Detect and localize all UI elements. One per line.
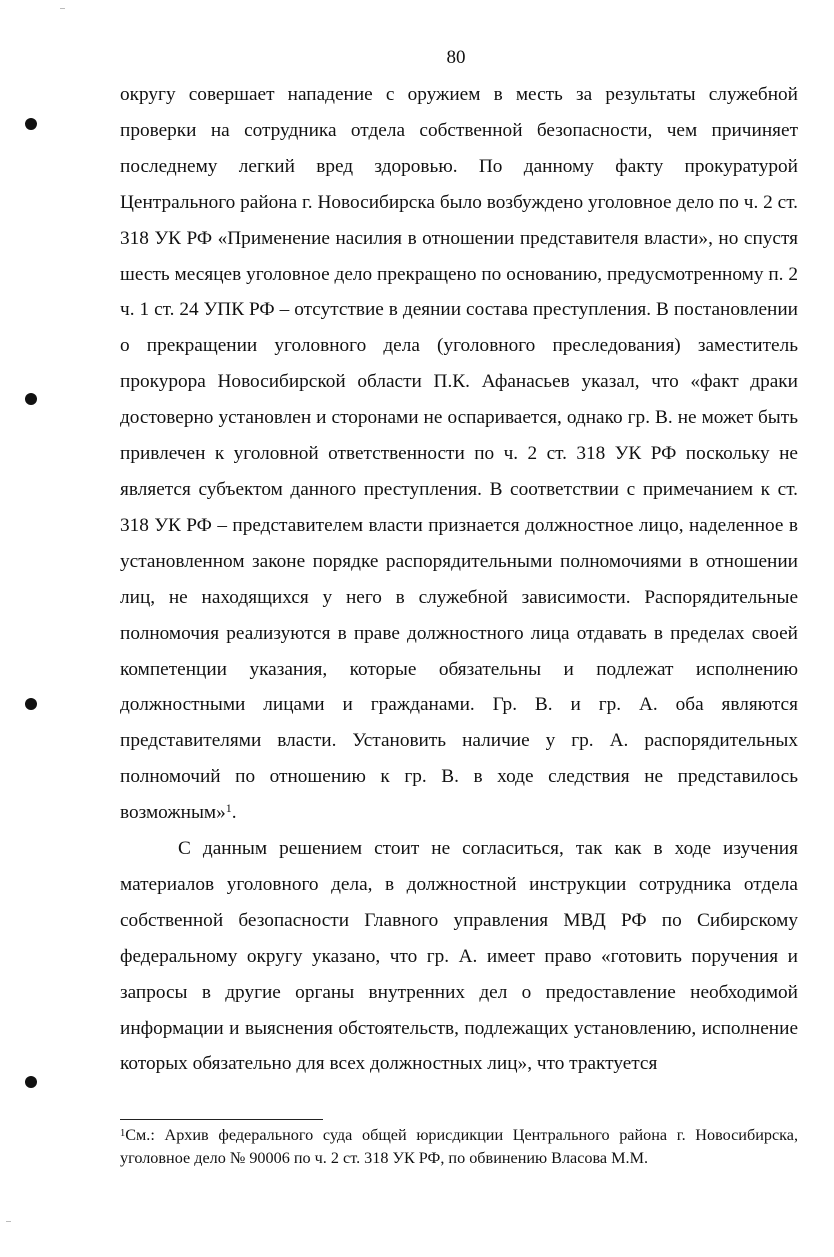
footnote-reference: 1 (225, 801, 232, 816)
body-text (120, 77, 798, 1082)
paragraph-continued: округу совершает нападение с оружием в месть за результаты служебной проверки на сотрудника отдела собственной безопасности, чем причиняет последнему легкий вред здоровью. По данному факту прокуратурой Центрального района г. Новосибирска было возбуждено уголовное дело по ч. 2 ст. 318 УК РФ «Применение насилия в отношении представителя власти», но спустя шесть месяцев уголовное дело прекращено по основанию, предусмотренному п. 2 ч. 1 ст. 24 УПК РФ – отсутствие в деянии состава преступления. В постановлении о прекращении уголовного дела (уголовного преследования) заместитель прокурора Новосибирской области П.К. Афанасьев указал, что «факт драки достоверно установлен и сторонами не оспаривается, однако гр. В. не может быть привлечен к уголовной ответственности по ч. 2 ст. 318 УК РФ поскольку не является субъектом данного преступления. В соответствии с примечанием к ст. 318 УК РФ – представителем власти признается должностное лицо, наделенное в установленном законе порядке распорядительными полномочиями в отношении лиц, не находящихся у него в служебной зависимости. Распорядительные полномочия реализуются в праве должностного лица отдавать в пределах своей компетенции указания, которые обязательны и подлежат исполнению должностными лицами и гражданами. Гр. В. и гр. А. оба являются представителями власти. Установить наличие у гр. А. распорядительных полномочий по отношению к гр. В. в ходе следствия не представилось возможным»$^1$. (120, 84, 798, 824)
footnote-text: См.: Архив федерального суда общей юрисдикции Центрального района г. Новосибирска, уголовное дело № 90006 по ч. 2 ст. 318 УК РФ, по обвинению Власова М.М. (120, 1126, 798, 1167)
scan-mark (6, 1221, 11, 1222)
punch-hole (25, 118, 37, 130)
footnote (120, 1124, 798, 1170)
scan-mark (60, 8, 65, 9)
punch-hole (25, 698, 37, 710)
footnote-separator (120, 1119, 323, 1120)
punch-hole (25, 1076, 37, 1088)
paragraph-text: С данным решением стоит не согласиться, так как в ходе изучения материалов уголовного дела, в должностной инструкции сотрудника отдела собственной безопасности Главного управления МВД РФ по Сибирскому федеральному округу указано, что гр. А. имеет право «готовить поручения и запросы в другие органы внутренних дел о предоставление необходимой информации и выяснения обстоятельств, подлежащих установлению, исполнение которых обязательно для всех должностных лиц», что трактуется (120, 838, 798, 1075)
page-number: 80 (446, 47, 466, 68)
paragraph-text: округу совершает нападение с оружием в месть за результаты служебной проверки на сотрудника отдела собственной безопасности, чем причиняет последнему легкий вред здоровью. По данному факту прокуратурой Центрального района г. Новосибирска было возбуждено уголовное дело по ч. 2 ст. 318 УК РФ «Применение насилия в отношении представителя власти», но спустя шесть месяцев уголовное дело прекращено по основанию, предусмотренному п. 2 ч. 1 ст. 24 УПК РФ – отсутствие в деянии состава преступления. В постановлении о прекращении уголовного дела (уголовного преследования) заместитель прокурора Новосибирской области П.К. Афанасьев указал, что «факт драки достоверно установлен и сторонами не оспаривается, однако гр. В. не может быть привлечен к уголовной ответственности по ч. 2 ст. 318 УК РФ поскольку не является субъектом данного преступления. В соответствии с примечанием к ст. 318 УК РФ – представителем власти признается должностное лицо, наделенное в установленном законе порядке распорядительными полномочиями в отношении лиц, не находящихся у него в служебной зависимости. Распорядительные полномочия реализуются в праве должностного лица отдавать в пределах своей компетенции указания, которые обязательны и подлежат исполнению должностными лицами и гражданами. Гр. В. и гр. А. оба являются представителями власти. Установить наличие у гр. А. распорядительных полномочий по отношению к гр. В. в ходе следствия не представилось возможным» (120, 84, 798, 824)
footnote-marker: 1 (120, 1128, 126, 1139)
paragraph (120, 831, 798, 1082)
punch-hole (25, 393, 37, 405)
